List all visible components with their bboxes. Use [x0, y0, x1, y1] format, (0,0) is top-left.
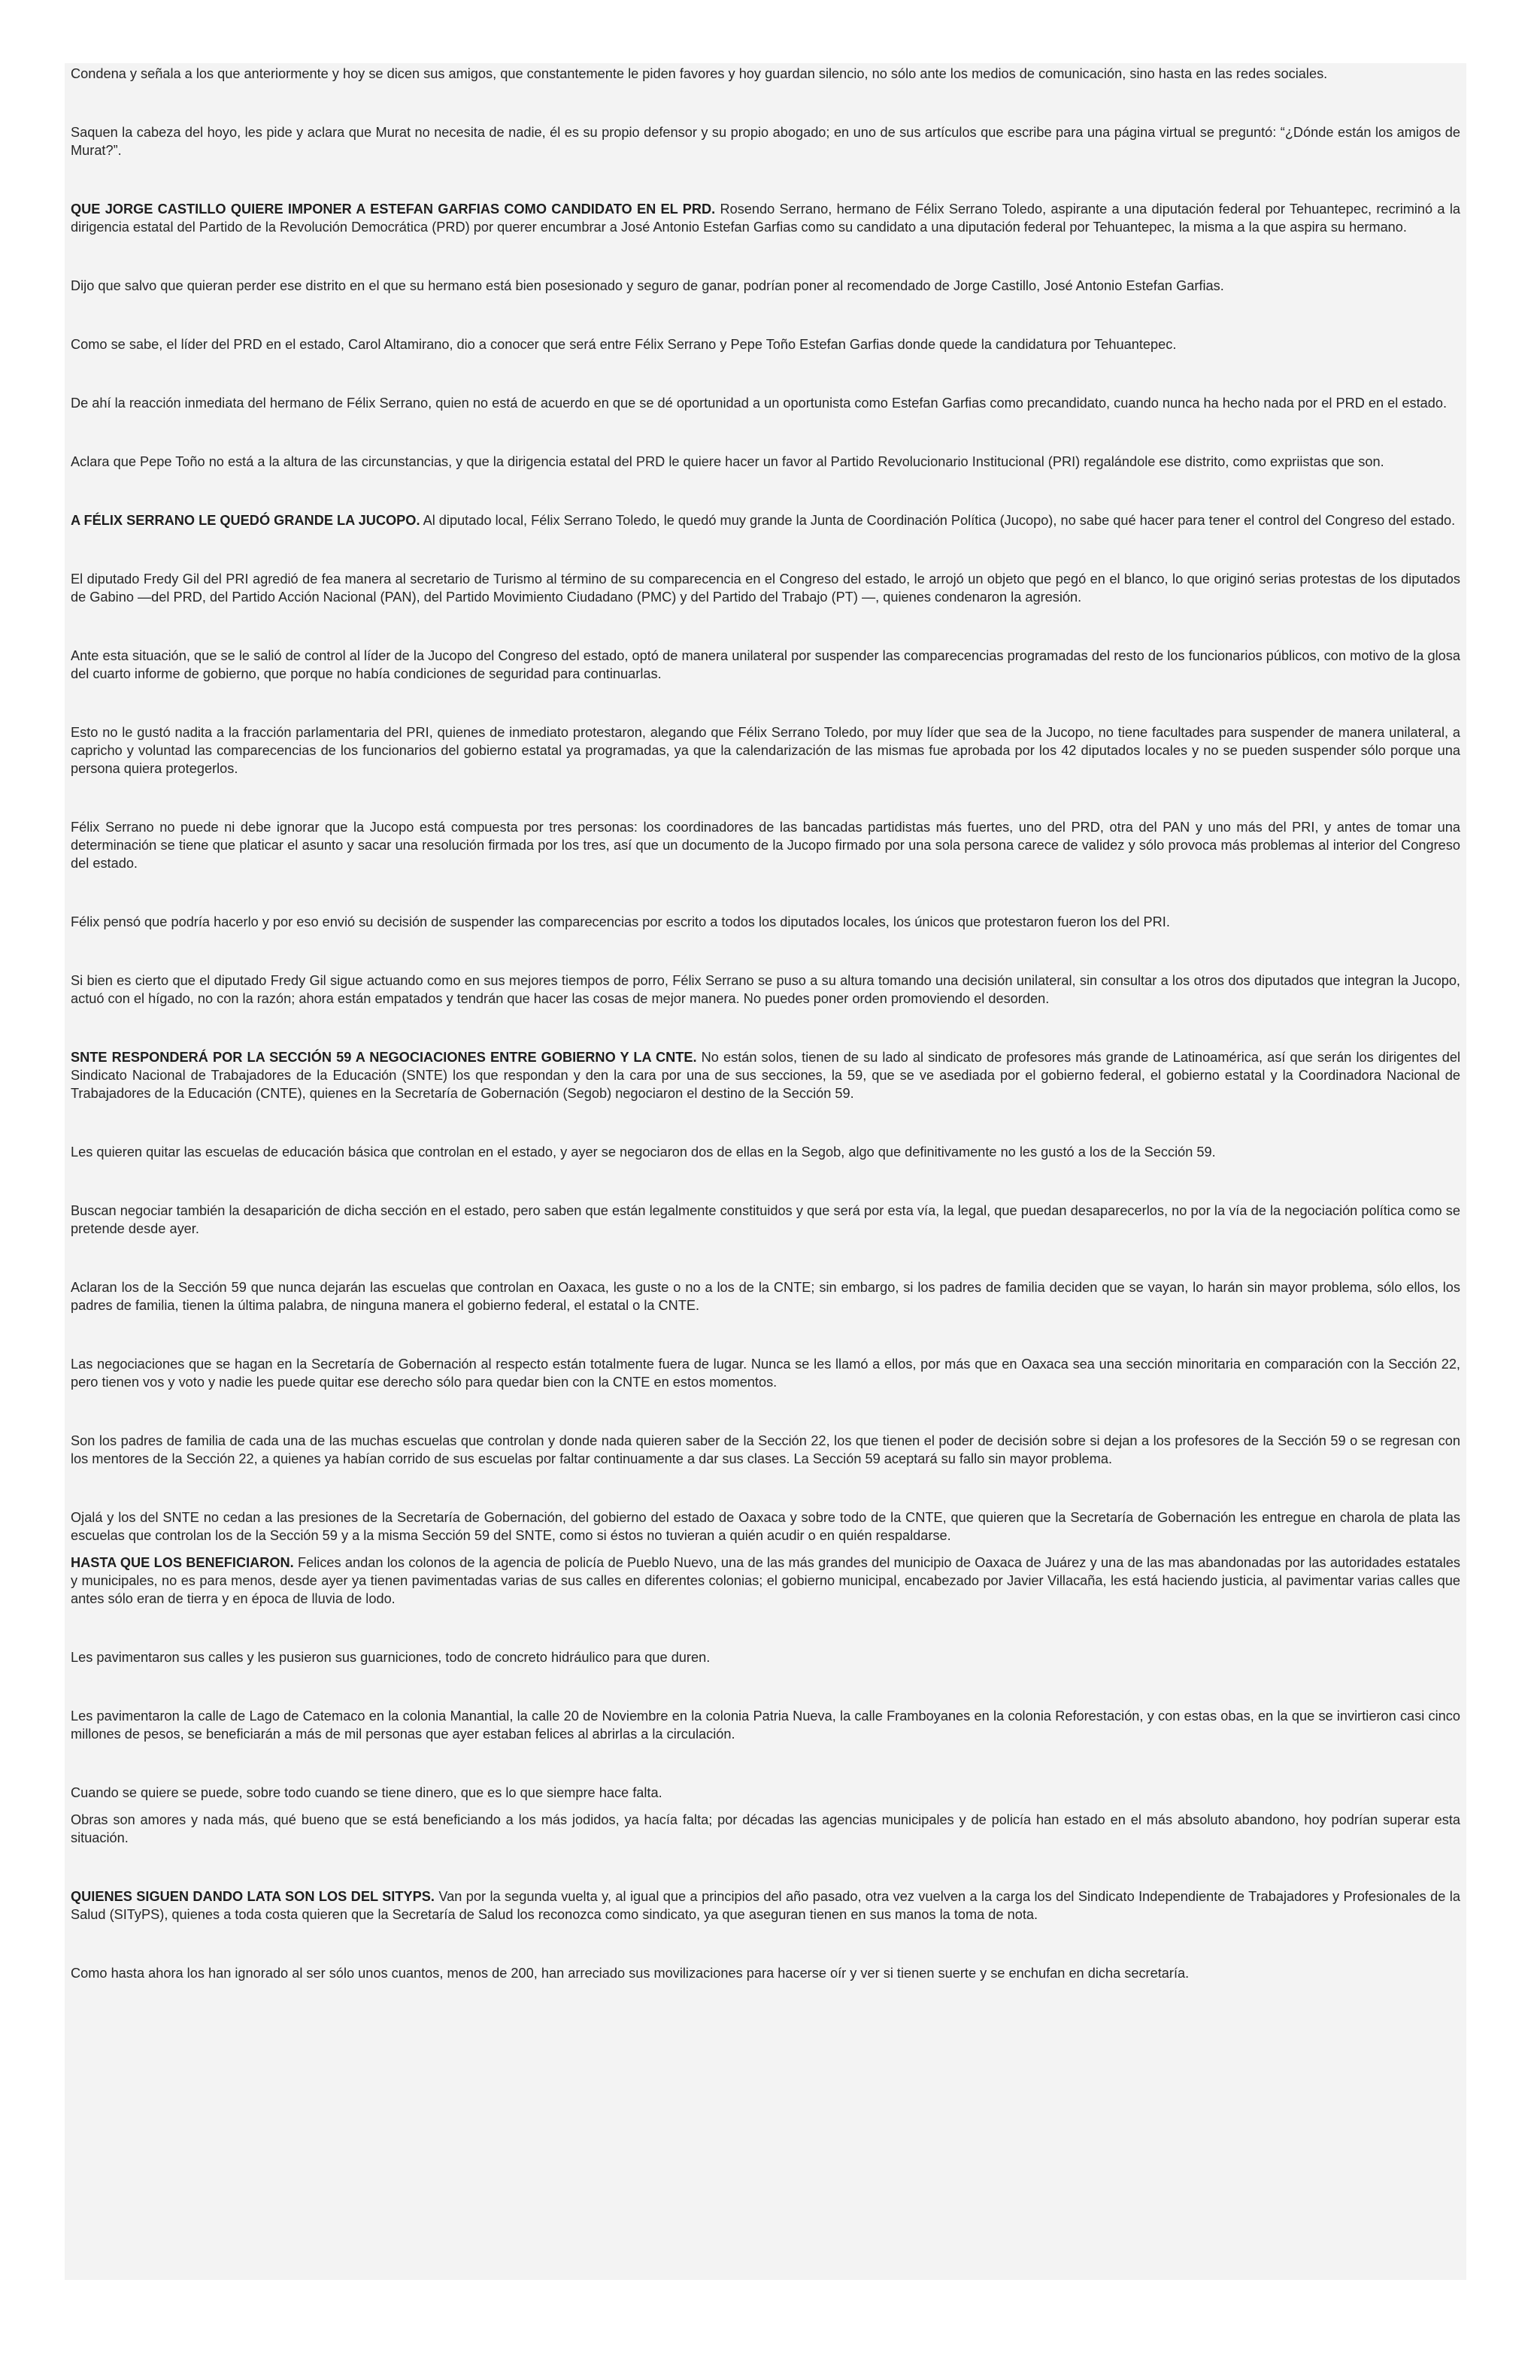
- paragraph-text: Ante esta situación, que se le salió de control al líder de la Jucopo del Congreso del estado, optó de manera unilateral por suspender las comparecencias programadas del resto de los funcionarios públicos, con motivo de la glosa del cuarto informe de gobierno, que porque no había condiciones de seguridad para continuarlas.: [71, 648, 1460, 681]
- paragraph-text: Cuando se quiere se puede, sobre todo cuando se tiene dinero, que es lo que siempre hace falta.: [71, 1785, 662, 1800]
- paragraph-text: El diputado Fredy Gil del PRI agredió de fea manera al secretario de Turismo al término de su comparecencia en el Congreso del estado, le arrojó un objeto que pegó en el blanco, lo que originó serias protestas de los diputados de Gabino —del PRD, del Partido Acción Nacional (PAN), del Partido Movimiento Ciudadano (PMC) y del Partido del Trabajo (PT) —, quienes condenaron la agresión.: [71, 572, 1460, 605]
- section-heading: QUE JORGE CASTILLO QUIERE IMPONER A ESTEFAN GARFIAS COMO CANDIDATO EN EL PRD.: [71, 202, 716, 217]
- article-paragraph: [71, 1355, 1460, 1391]
- article-paragraph: [71, 1202, 1460, 1238]
- article-column: [65, 63, 1466, 2280]
- article-paragraph: [71, 1784, 1460, 1802]
- section-heading: QUIENES SIGUEN DANDO LATA SON LOS DEL SITYPS.: [71, 1889, 435, 1904]
- article-paragraph: [71, 1707, 1460, 1743]
- paragraph-text: Rosendo Serrano, hermano de Félix Serrano Toledo, aspirante a una diputación federal por Tehuantepec, recriminó a la dirigencia estatal del Partido de la Revolución Democrática (PRD) por querer encumbrar a José Antonio Estefan Garfias como su candidato a una diputación federal por Tehuantepec, la misma a la que aspira su hermano.: [71, 202, 1460, 235]
- paragraph-text: Esto no le gustó nadita a la fracción parlamentaria del PRI, quienes de inmediato protestaron, alegando que Félix Serrano Toledo, por muy líder que sea de la Jucopo, no tiene facultades para suspender de manera unilateral, a capricho y voluntad las comparecencias de los funcionarios del gobierno estatal ya programadas, ya que la calendarización de las mismas fue aprobada por los 42 diputados locales y no se pueden suspender sólo porque una persona quiera protegerlos.: [71, 725, 1460, 776]
- article-paragraph: [71, 723, 1460, 778]
- article-paragraph: [71, 647, 1460, 683]
- paragraph-text: Son los padres de familia de cada una de las muchas escuelas que controlan y donde nada quieren saber de la Sección 22, los que tienen el poder de decisión sobre si dejan a los profesores de la Sección 59 o se regresan con los mentores de la Sección 22, a quienes ya habían corrido de sus escuelas por faltar continuamente a dar sus clases. La Sección 59 aceptará su fallo sin mayor problema.: [71, 1433, 1460, 1466]
- article-paragraph: [71, 453, 1460, 471]
- paragraph-text: Como hasta ahora los han ignorado al ser sólo unos cuantos, menos de 200, han arreciado sus movilizaciones para hacerse oír y ver si tienen suerte y se enchufan en dicha secretaría.: [71, 1966, 1190, 1981]
- article-paragraph: [71, 570, 1460, 606]
- article-paragraph: [71, 335, 1460, 353]
- paragraph-text: De ahí la reacción inmediata del hermano de Félix Serrano, quien no está de acuerdo en que se dé oportunidad a un oportunista como Estefan Garfias como precandidato, cuando nunca ha hecho nada por el PRD en el estado.: [71, 396, 1448, 411]
- article-paragraph: [71, 1964, 1460, 1982]
- article-paragraph: [71, 277, 1460, 295]
- article-paragraph: [71, 1278, 1460, 1314]
- paragraph-text: Condena y señala a los que anteriormente y hoy se dicen sus amigos, que constantemente le piden favores y hoy guardan silencio, no sólo ante los medios de comunicación, sino hasta en las redes sociales.: [71, 66, 1328, 81]
- article-paragraph: [71, 818, 1460, 872]
- paragraph-text: Como se sabe, el líder del PRD en el estado, Carol Altamirano, dio a conocer que será entre Félix Serrano y Pepe Toño Estefan Garfias donde quede la candidatura por Tehuantepec.: [71, 337, 1177, 352]
- article-paragraph: [71, 511, 1460, 529]
- article-paragraph: [71, 1648, 1460, 1666]
- paragraph-text: Aclaran los de la Sección 59 que nunca dejarán las escuelas que controlan en Oaxaca, les guste o no a los de la CNTE; sin embargo, si los padres de familia deciden que se vayan, lo harán sin mayor problema, sólo ellos, los padres de familia, tienen la última palabra, de ninguna manera el gobierno federal, el estatal o la CNTE.: [71, 1280, 1460, 1313]
- paragraph-text: Felices andan los colonos de la agencia de policía de Pueblo Nuevo, una de las más grandes del municipio de Oaxaca de Juárez y una de las mas abandonadas por las autoridades estatales y municipales, no es para menos, desde ayer ya tienen pavimentadas varias de sus calles en diferentes colonias; el gobierno municipal, encabezado por Javier Villacaña, les está haciendo justicia, al pavimentar varias calles que antes sólo eran de tierra y en época de lluvia de lodo.: [71, 1555, 1460, 1606]
- paragraph-text: Van por la segunda vuelta y, al igual que a principios del año pasado, otra vez vuelven a la carga los del Sindicato Independiente de Trabajadores y Profesionales de la Salud (SITyPS), quienes a toda costa quieren que la Secretaría de Salud los reconozca como sindicato, ya que aseguran tienen en sus manos la toma de nota.: [71, 1889, 1460, 1922]
- section-heading: HASTA QUE LOS BENEFICIARON.: [71, 1555, 294, 1570]
- paragraph-text: Les pavimentaron la calle de Lago de Catemaco en la colonia Manantial, la calle 20 de Noviembre en la colonia Patria Nueva, la calle Framboyanes en la colonia Reforestación, y con estas obas, en la que se invirtieron casi cinco millones de pesos, se beneficiarán a más de mil personas que ayer estaban felices al abrirlas a la circulación.: [71, 1708, 1460, 1742]
- article-paragraph: [71, 913, 1460, 931]
- article-paragraph: [71, 1048, 1460, 1102]
- article-paragraph: [71, 394, 1460, 412]
- article-paragraph: [71, 1143, 1460, 1161]
- article-paragraph: [71, 200, 1460, 236]
- paragraph-text: Les pavimentaron sus calles y les pusieron sus guarniciones, todo de concreto hidráulico para que duren.: [71, 1650, 711, 1665]
- section-heading: A FÉLIX SERRANO LE QUEDÓ GRANDE LA JUCOPO.: [71, 513, 420, 528]
- paragraph-text: Félix Serrano no puede ni debe ignorar que la Jucopo está compuesta por tres personas: los coordinadores de las bancadas partidistas más fuertes, uno del PRD, otra del PAN y uno más del PRI, y antes de tomar una determinación se tiene que platicar el asunto y sacar una resolución firmada por los tres, así que un documento de la Jucopo firmado por una sola persona carece de validez y sólo provoca más problemas al interior del Congreso del estado.: [71, 820, 1460, 871]
- paragraph-text: Las negociaciones que se hagan en la Secretaría de Gobernación al respecto están totalmente fuera de lugar. Nunca se les llamó a ellos, por más que en Oaxaca sea una sección minoritaria en comparación con la Sección 22, pero tienen vos y voto y nadie les puede quitar ese derecho sólo para quedar bien con la CNTE en estos momentos.: [71, 1357, 1460, 1390]
- paragraph-text: No están solos, tienen de su lado al sindicato de profesores más grande de Latinoamérica, así que serán los dirigentes del Sindicato Nacional de Trabajadores de la Educación (SNTE) los que respondan y den la cara por una de sus secciones, la 59, que se ve asediada por el gobierno federal, el gobierno estatal y la Coordinadora Nacional de Trabajadores de la Educación (CNTE), quienes en la Secretaría de Gobernación (Segob) negociaron el destino de la Sección 59.: [71, 1050, 1460, 1101]
- paragraph-text: Dijo que salvo que quieran perder ese distrito en el que su hermano está bien posesionado y seguro de ganar, podrían poner al recomendado de Jorge Castillo, José Antonio Estefan Garfias.: [71, 278, 1224, 293]
- article-paragraph: [71, 1887, 1460, 1924]
- paragraph-text: Aclara que Pepe Toño no está a la altura de las circunstancias, y que la dirigencia estatal del PRD le quiere hacer un favor al Partido Revolucionario Institucional (PRI) regalándole ese distrito, como expriistas que son.: [71, 454, 1384, 469]
- paragraph-text: Saquen la cabeza del hoyo, les pide y aclara que Murat no necesita de nadie, él es su propio defensor y su propio abogado; en uno de sus artículos que escribe para una página virtual se preguntó: “¿Dónde están los amigos de Murat?”.: [71, 125, 1460, 158]
- paragraph-text: Obras son amores y nada más, qué bueno que se está beneficiando a los más jodidos, ya hacía falta; por décadas las agencias municipales y de policía han estado en el más absoluto abandono, hoy podrían superar esta situación.: [71, 1812, 1460, 1845]
- section-heading: SNTE RESPONDERÁ POR LA SECCIÓN 59 A NEGOCIACIONES ENTRE GOBIERNO Y LA CNTE.: [71, 1050, 697, 1065]
- paragraph-text: Si bien es cierto que el diputado Fredy Gil sigue actuando como en sus mejores tiempos de porro, Félix Serrano se puso a su altura tomando una decisión unilateral, sin consultar a los otros dos diputados que integran la Jucopo, actuó con el hígado, no con la razón; ahora están empatados y tendrán que hacer las cosas de mejor manera. No puedes poner orden promoviendo el desorden.: [71, 973, 1460, 1006]
- paragraph-text: Félix pensó que podría hacerlo y por eso envió su decisión de suspender las comparecencias por escrito a todos los diputados locales, los únicos que protestaron fueron los del PRI.: [71, 914, 1170, 929]
- article-paragraph: [71, 1554, 1460, 1608]
- article-paragraph: [71, 1508, 1460, 1545]
- paragraph-text: Al diputado local, Félix Serrano Toledo, le quedó muy grande la Junta de Coordinación Política (Jucopo), no sabe qué hacer para tener el control del Congreso del estado.: [423, 513, 1456, 528]
- paragraph-text: Les quieren quitar las escuelas de educación básica que controlan en el estado, y ayer se negociaron dos de ellas en la Segob, algo que definitivamente no les gustó a los de la Sección 59.: [71, 1145, 1216, 1160]
- paragraph-text: Ojalá y los del SNTE no cedan a las presiones de la Secretaría de Gobernación, del gobierno del estado de Oaxaca y sobre todo de la CNTE, que quieren que la Secretaría de Gobernación les entregue en charola de plata las escuelas que controlan los de la Sección 59 y a la misma Sección 59 del SNTE, como si éstos no tuvieran a quién acudir o en quién respaldarse.: [71, 1510, 1460, 1543]
- article-paragraph: [71, 1811, 1460, 1847]
- paragraph-text: Buscan negociar también la desaparición de dicha sección en el estado, pero saben que están legalmente constituidos y que será por esta vía, la legal, que puedan desaparecerlos, no por la vía de la negociación política como se pretende desde ayer.: [71, 1203, 1460, 1236]
- article-paragraph: [71, 65, 1460, 83]
- article-paragraph: [71, 123, 1460, 159]
- article-paragraph: [71, 1432, 1460, 1468]
- article-paragraph: [71, 972, 1460, 1008]
